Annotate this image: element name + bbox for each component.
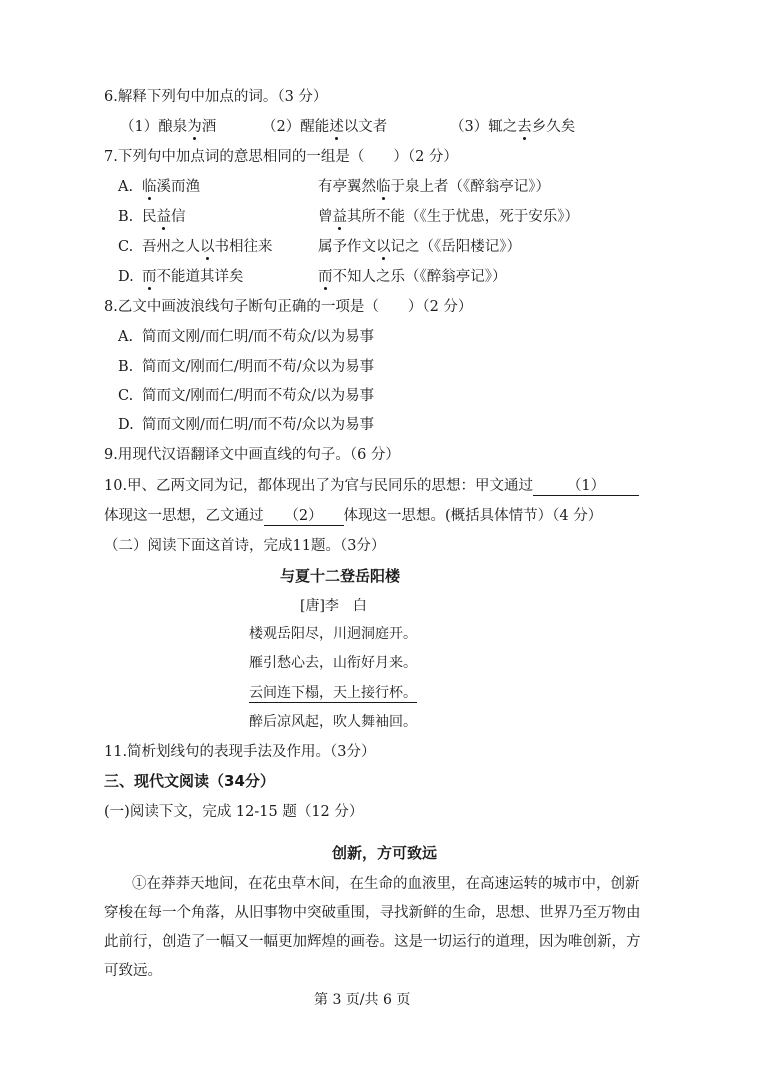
article-para-line-1: ①在莽莽天地间，在花虫草木间，在生命的血液里，在高速运转的城市中，创新: [132, 876, 640, 892]
article-para-line-2: 穿梭在每一个角落，从旧事物中突破重围，寻找新鲜的生命，思想、世界乃至万物由: [104, 905, 641, 921]
q10-line-2: 体现这一思想，乙文通过 （2） 体现这一思想。(概括具体情节）（4 分）: [104, 508, 603, 524]
q7-option-d-left: 而不能道其详矣: [142, 269, 244, 285]
q7-option-b-right: 曾益其所不能（《生于忧患，死于安乐》）: [318, 209, 579, 225]
q7-stem: 7.下列句中加点词的意思相同的一组是（ ）（2 分）: [104, 149, 458, 165]
poem-line-3: [249, 683, 417, 703]
q8-option-c-label: C.: [118, 388, 134, 404]
q6-stem: 6.解释下列句中加点的词。（3 分）: [104, 89, 328, 105]
page-number: 第 3 页/共 6 页: [314, 992, 411, 1008]
poem-author: [唐]李 白: [300, 598, 367, 614]
q8-option-b-label: B.: [118, 359, 134, 375]
q7-option-a-right: 有亭翼然临于泉上者（《醉翁亭记》）: [318, 179, 550, 195]
q7-option-d-label: D.: [118, 269, 134, 285]
article-para-line-4: 可致远。: [104, 963, 162, 979]
q8-option-d-label: D.: [118, 417, 134, 433]
q7-option-c-left: 吾州之人以书相往来: [142, 239, 273, 255]
q7-option-c-label: C.: [118, 239, 134, 255]
poem-line-3-underlined: 云间连下榻，天上接行杯。: [249, 685, 417, 701]
q6-item-3: （3）辄之去乡久矣: [450, 119, 576, 135]
article-title: 创新，方可致远: [332, 844, 438, 862]
q6-item-2: （2）醒能述以文者: [262, 119, 388, 135]
q7-option-a-left: 临溪而渔: [142, 179, 200, 195]
q9-stem: 9.用现代汉语翻译文中画直线的句子。（6 分）: [104, 447, 400, 463]
poem-title: 与夏十二登岳阳楼: [280, 567, 401, 585]
poem-line-4: 醉后凉风起，吹人舞袖回。: [249, 714, 417, 730]
q10-blank-2: （2）: [264, 507, 344, 526]
q7-option-b-label: B.: [118, 209, 134, 225]
q7-option-a-label: A.: [118, 179, 134, 195]
q8-option-d-text: 简而文刚/而仁明/而不苟/众以为易事: [142, 417, 375, 433]
q8-stem: 8.乙文中画波浪线句子断句正确的一项是（ ）（2 分）: [104, 299, 473, 315]
q8-option-a-label: A.: [118, 329, 134, 345]
q11-stem: 11.简析划线句的表现手法及作用。（3分）: [104, 744, 376, 760]
q8-option-c-text: 简而文/刚而仁/明而不苟众/以为易事: [142, 388, 375, 404]
poem-line-1: 楼观岳阳尽，川迥洞庭开。: [249, 626, 417, 642]
q10-line-1: 10.甲、乙两文同为记，都体现出了为官与民同乐的思想：甲文通过 （1）: [104, 476, 639, 496]
q7-option-d-right: 而不知人之乐（《醉翁亭记》）: [318, 269, 507, 285]
part-3-heading: 三、现代文阅读（34分）: [104, 772, 275, 790]
q7-option-c-right: 属予作文以记之（《岳阳楼记》）: [318, 239, 521, 255]
q6-item-1: （1）酿泉为酒: [120, 119, 217, 135]
poem-line-2: 雁引愁心去，山衔好月来。: [249, 655, 417, 671]
q8-option-b-text: 简而文/刚而仁/明而不苟/众以为易事: [142, 359, 375, 375]
q8-option-a-text: 简而文刚/而仁明/而不苟众/以为易事: [142, 329, 375, 345]
q10-blank-1: （1）: [533, 477, 639, 496]
article-para-line-3: 此前行，创造了一幅又一幅更加辉煌的画卷。这是一切运行的道理，因为唯创新，方: [104, 934, 641, 950]
q7-option-b-left: 民益信: [142, 209, 186, 225]
sub-1-heading: (一)阅读下文，完成 12-15 题（12 分）: [104, 804, 364, 820]
section-2-heading: （二）阅读下面这首诗，完成11题。（3分）: [104, 538, 386, 554]
